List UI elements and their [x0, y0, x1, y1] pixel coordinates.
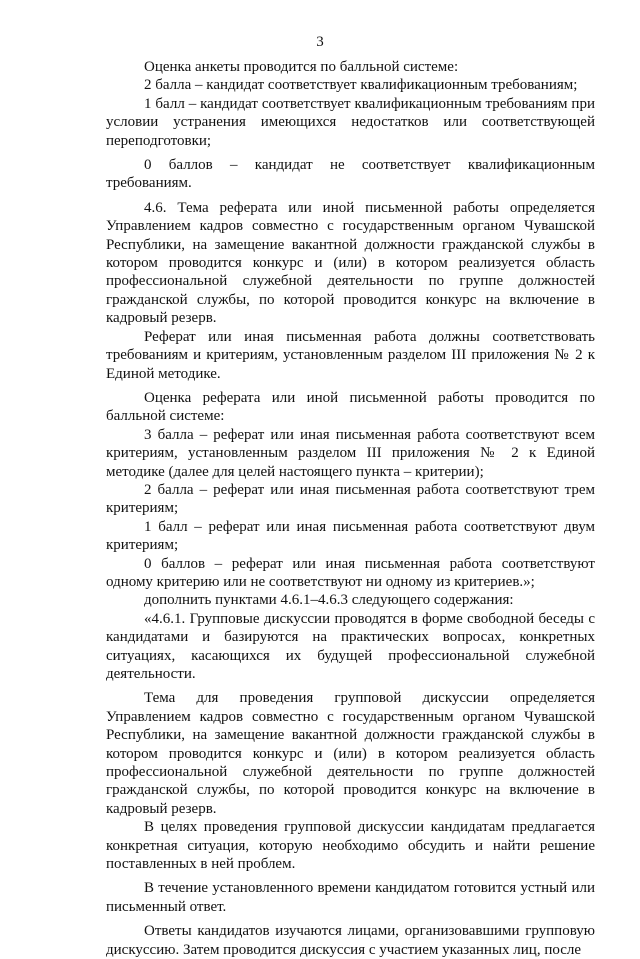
paragraph: 1 балл – реферат или иная письменная работа соответствуют двум критериям;: [106, 518, 595, 554]
page-number: 3: [316, 34, 324, 50]
paragraph: 2 балла – реферат или иная письменная работа соответствуют трем критериям;: [106, 481, 595, 517]
paragraph: Реферат или иная письменная работа должны соответствовать требованиям и критериям, установленным разделом III приложения № 2 к Единой методике.: [106, 328, 595, 382]
document-body: [106, 58, 595, 959]
paragraph: 4.6. Тема реферата или иной письменной работы определяется Управлением кадров совместно с государственным органом Чувашской Республики, на замещение вакантной должности гражданской службы в котором проводится конкурс и (или) в котором реализуется область профессиональной служебной деятельности по группе должностей гражданской службы, по которой проводится конкурс на включение в кадровый резерв.: [106, 199, 595, 327]
paragraph: «4.6.1. Групповые дискуссии проводятся в форме свободной беседы с кандидатами и базируются на практических вопросах, конкретных ситуациях, касающихся их будущей профессиональной служебной деятельности.: [106, 610, 595, 682]
paragraph: Оценка анкеты проводится по балльной системе:: [144, 59, 459, 75]
paragraph: В течение установленного времени кандидатом готовится устный или письменный ответ.: [106, 880, 595, 915]
paragraph: Тема для проведения групповой дискуссии определяется Управлением кадров совместно с государственным органом Чувашской Республики, на замещение вакантной должности гражданской службы в котором проводится конкурс и (или) в котором реализуется область профессиональной служебной деятельности по группе должностей гражданской службы, по которой проводится конкурс на включение в кадровый резерв.: [106, 690, 595, 817]
paragraph: 2 балла – кандидат соответствует квалификационным требованиям;: [144, 77, 578, 94]
paragraph: дополнить пунктами 4.6.1–4.6.3 следующего содержания:: [144, 592, 514, 609]
paragraph: 0 баллов – кандидат не соответствует квалификационным требованиям.: [106, 157, 595, 192]
paragraph: Оценка реферата или иной письменной работы проводится по балльной системе:: [106, 389, 595, 425]
paragraph: 0 баллов – реферат или иная письменная работа соответствуют одному критерию или не соответствуют ни одному из критериев.»;: [106, 555, 595, 590]
paragraph: 1 балл – кандидат соответствует квалификационным требованиям при условии устранения имеющихся недостатков или соответствующей переподготовки;: [106, 95, 595, 149]
paragraph: Ответы кандидатов изучаются лицами, организовавшими групповую дискуссию. Затем проводится дискуссия с участием указанных лиц, после: [106, 923, 595, 958]
paragraph: 3 балла – реферат или иная письменная работа соответствуют всем критериям, установленным разделом III приложения № 2 к Единой методике (далее для целей настоящего пункта – критерии);: [106, 426, 595, 480]
paragraph: В целях проведения групповой дискуссии кандидатам предлагается конкретная ситуация, которую необходимо обсудить и найти решение поставленных в ней проблем.: [106, 819, 595, 873]
